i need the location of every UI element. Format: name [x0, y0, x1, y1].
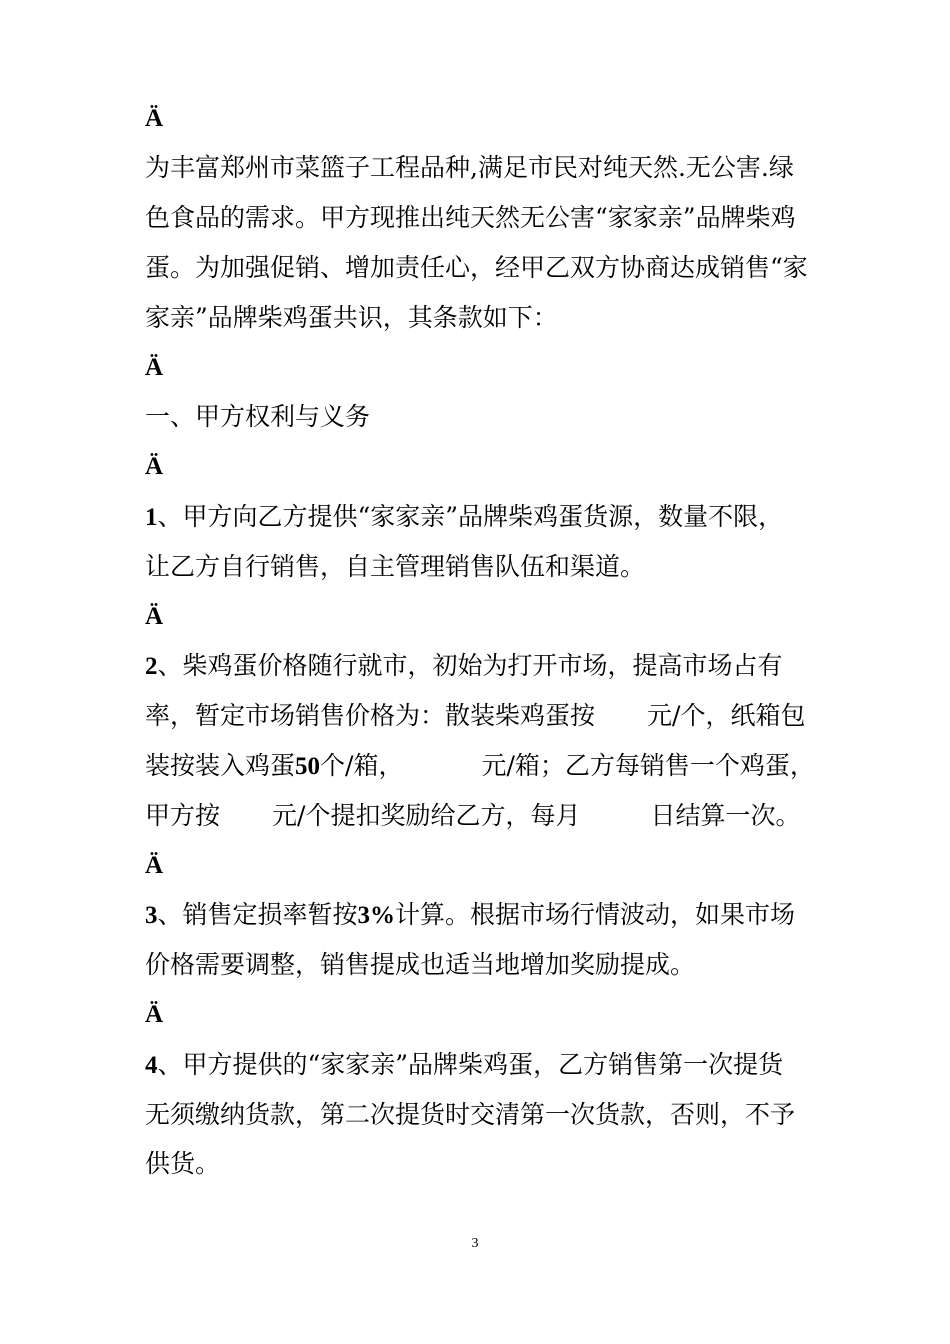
clause-text: 、甲方提供的“家家亲”品牌柴鸡蛋，乙方销售第一次提货	[157, 1050, 784, 1079]
section-heading: 一、甲方权利与义务	[145, 402, 371, 431]
clause-text: 个/箱，	[320, 751, 404, 780]
clause-text: 、销售定损率暂按	[157, 900, 358, 929]
clause-1-line-1	[145, 500, 783, 535]
clause-text: 日结算一次。	[650, 801, 801, 830]
clause-2-line-3	[145, 749, 815, 784]
clause-text: 元/个，纸箱包	[647, 701, 806, 730]
clause-4-line-2: 无须缴纳货款，第二次提货时交清第一次货款，否则，不予	[145, 1100, 796, 1129]
page-number: 3	[471, 1236, 479, 1251]
intro-line-4: 家亲”品牌柴鸡蛋共识，其条款如下：	[145, 303, 558, 332]
paragraph-marker: Ä	[145, 453, 164, 480]
paragraph-marker: Ä	[145, 354, 164, 381]
clause-number: 4	[145, 1052, 158, 1079]
clause-text: 、柴鸡蛋价格随行就市，初始为打开市场，提高市场占有	[157, 651, 783, 680]
paragraph-marker: Ä	[145, 852, 164, 879]
paragraph-marker: Ä	[145, 1001, 164, 1028]
paragraph-marker: Ä	[145, 105, 164, 132]
clause-text: 计算。根据市场行情波动，如果市场	[395, 900, 796, 929]
clause-text: 装按装入鸡蛋	[145, 751, 296, 780]
clause-3-line-2: 价格需要调整，销售提成也适当地增加奖励提成。	[145, 950, 696, 979]
clause-2-line-2	[145, 699, 805, 733]
clause-2-line-1	[145, 649, 783, 684]
rate-value: 3%	[357, 902, 396, 929]
intro-line-2: 色食品的需求。甲方现推出纯天然无公害“家家亲”品牌柴鸡	[145, 203, 796, 232]
clause-number: 3	[145, 902, 158, 929]
clause-2-line-4	[145, 799, 800, 833]
clause-4-line-1	[145, 1048, 783, 1083]
quantity-number: 50	[295, 753, 321, 780]
intro-line-3: 蛋。为加强促销、增加责任心，经甲乙双方协商达成销售“家	[145, 253, 808, 282]
clause-number: 1	[145, 504, 158, 531]
clause-text: 率，暂定市场销售价格为：散装柴鸡蛋按	[145, 701, 596, 730]
clause-3-line-1	[145, 898, 795, 933]
clause-text: 元/箱；乙方每销售一个鸡蛋，	[481, 751, 815, 780]
clause-number: 2	[145, 653, 158, 680]
clause-text: 甲方按	[145, 801, 221, 830]
clause-text: 元/个提扣奖励给乙方，每月	[272, 801, 581, 830]
paragraph-marker: Ä	[145, 603, 164, 630]
clause-4-line-3: 供货。	[145, 1149, 221, 1178]
clause-1-line-2: 让乙方自行销售，自主管理销售队伍和渠道。	[145, 552, 646, 581]
intro-line-1: 为丰富郑州市菜篮子工程品种,满足市民对纯天然.无公害.绿	[145, 153, 794, 182]
clause-text: 、甲方向乙方提供“家家亲”品牌柴鸡蛋货源，数量不限，	[157, 502, 784, 531]
